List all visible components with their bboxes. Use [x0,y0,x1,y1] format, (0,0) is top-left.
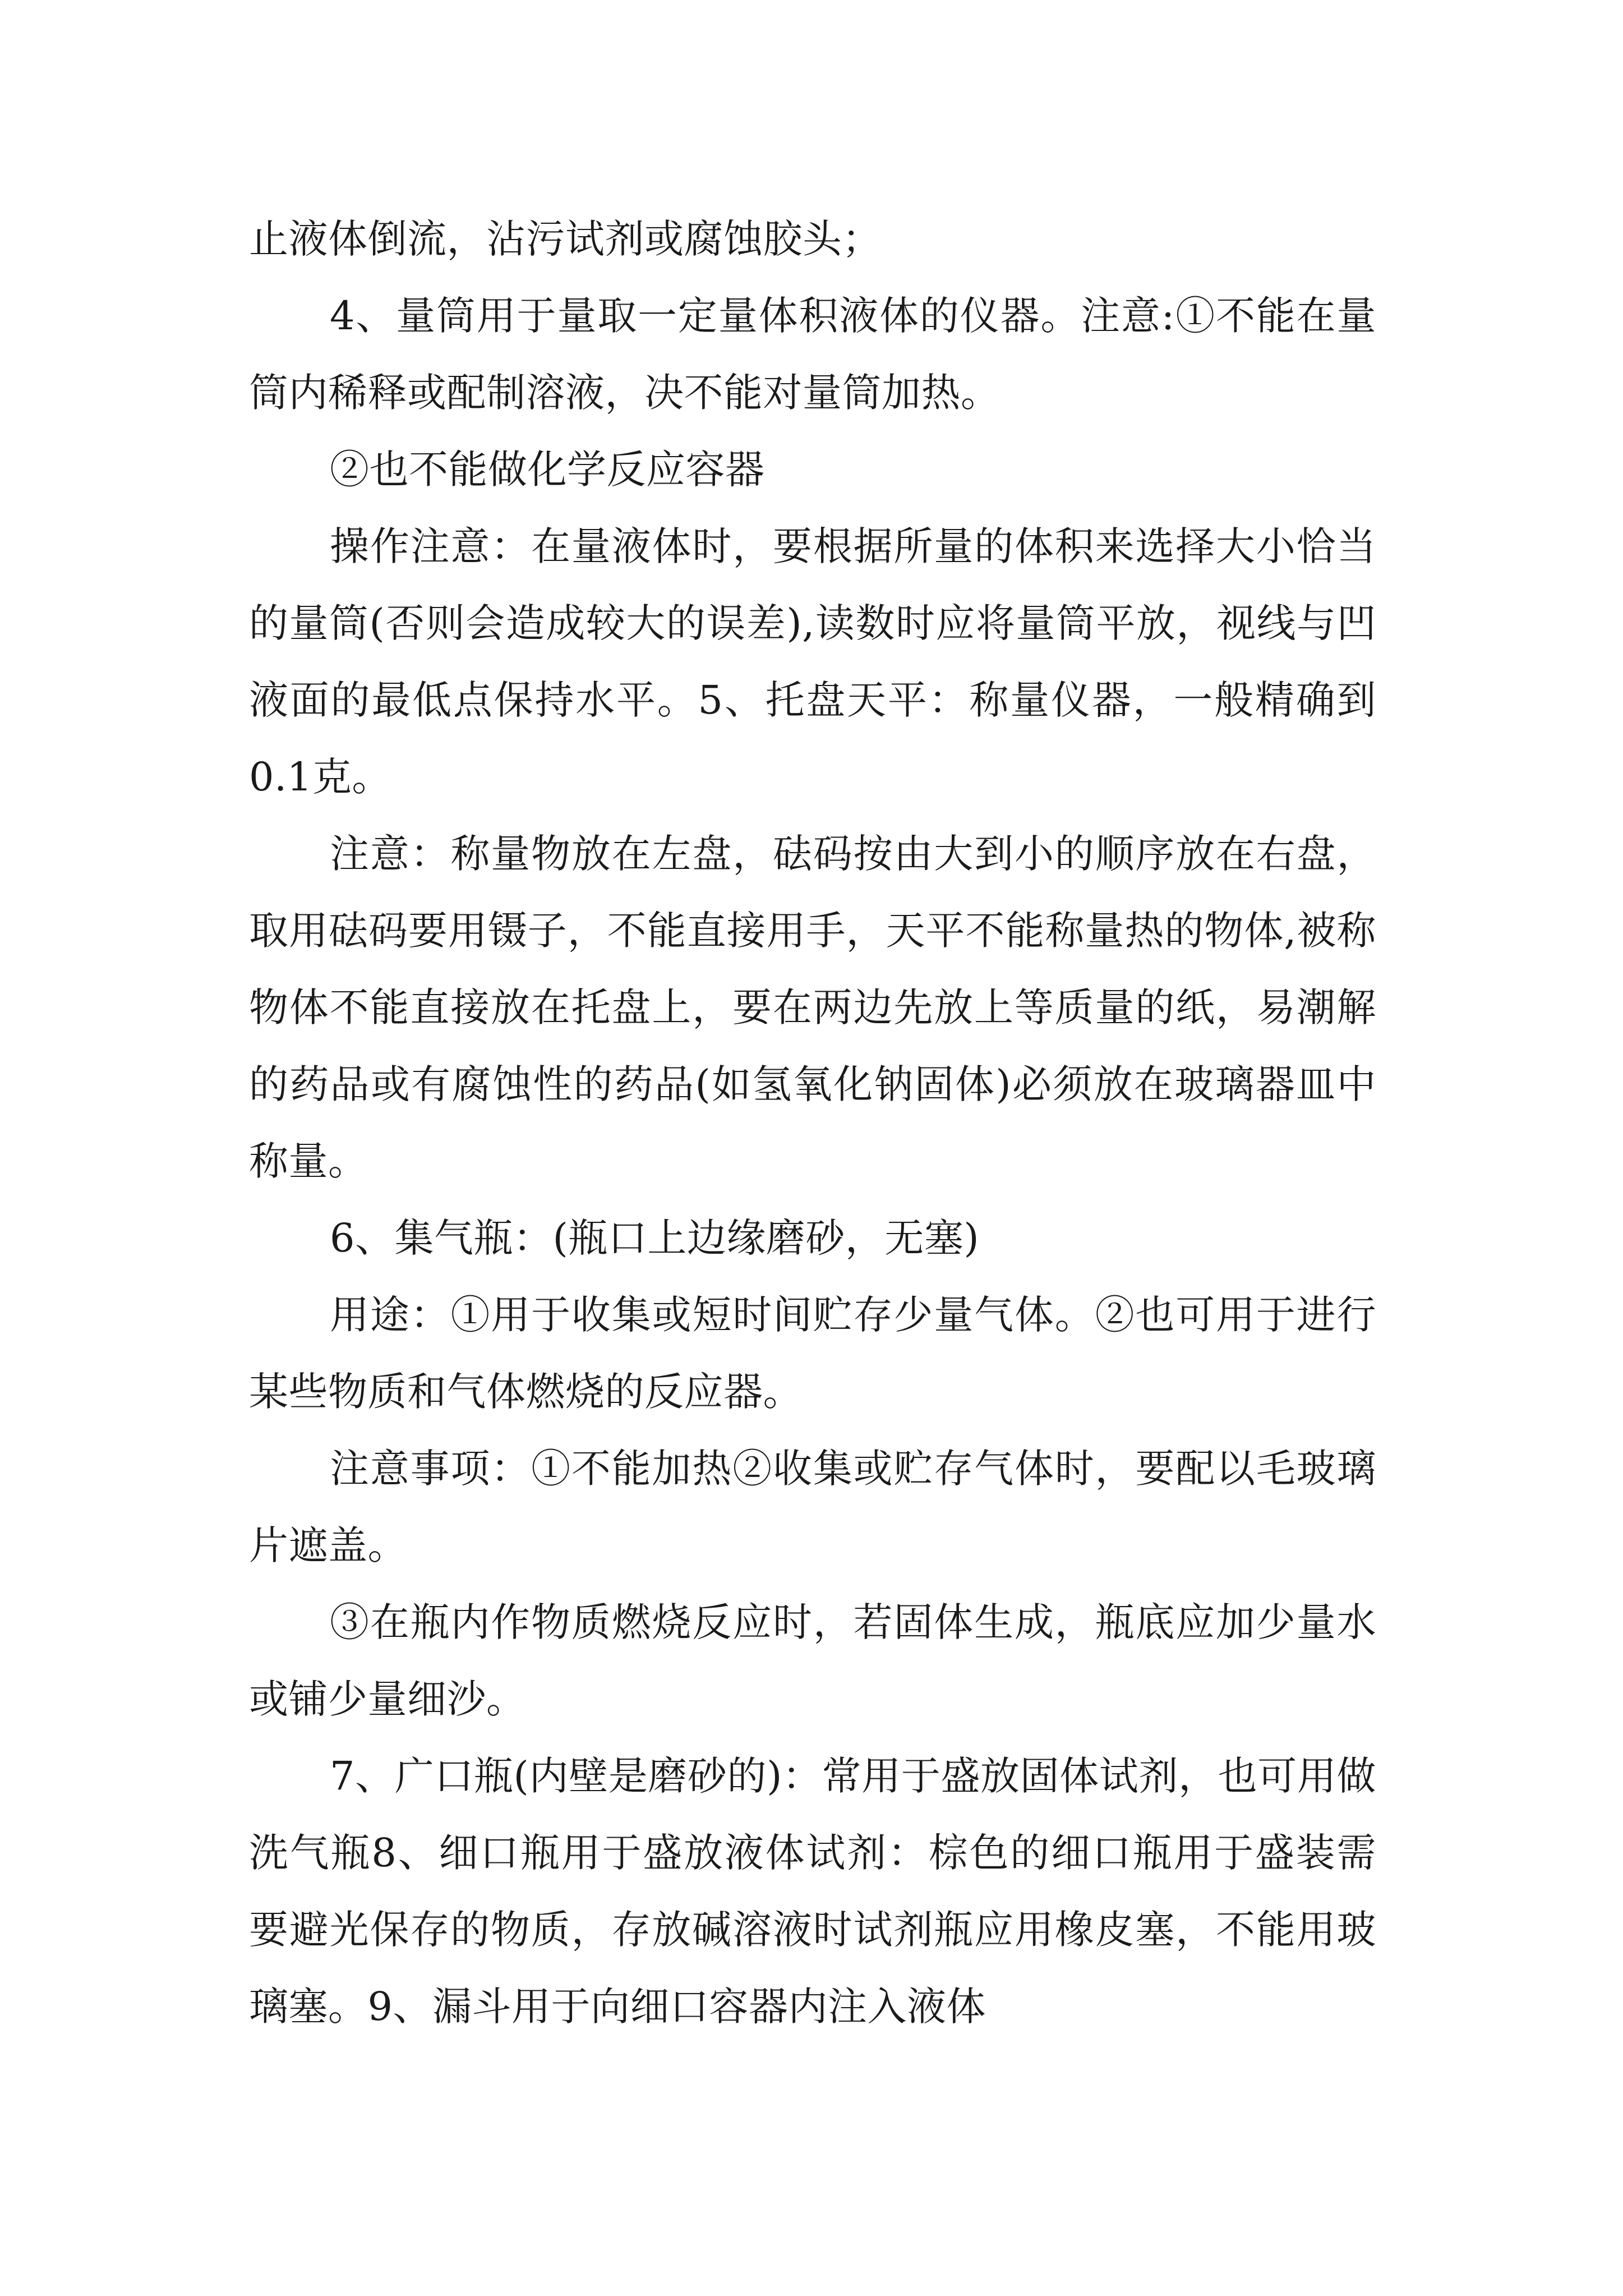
paragraph-cylinder-note-2: ②也不能做化学反应容器 [330,447,765,493]
body-text [249,201,1376,2045]
paragraph-continuation: 止液体倒流，沾污试剂或腐蚀胶头； [249,216,882,262]
paragraph-gas-jar-combustion: ③在瓶内作物质燃烧反应时，若固体生成，瓶底应加少量水或铺少量细沙。 [249,1599,1376,1722]
paragraph-bottles-funnel: 7、广口瓶(内壁是磨砂的)：常用于盛放固体试剂，也可用做洗气瓶8、细口瓶用于盛放液体试剂：棕色的细口瓶用于盛装需要避光保存的物质，存放碱溶液时试剂瓶应用橡皮塞，不能用玻璃塞。9、漏斗用于向细口容器内注入液体 [249,1753,1376,2030]
paragraph-gas-jar: 6、集气瓶：(瓶口上边缘磨砂，无塞) [330,1215,980,1261]
paragraph-measuring-cylinder: 4、量筒用于量取一定量体积液体的仪器。注意:①不能在量筒内稀释或配制溶液，决不能对量筒加热。 [249,293,1376,416]
paragraph-balance-notes: 注意：称量物放在左盘，砝码按由大到小的顺序放在右盘，取用砝码要用镊子，不能直接用手，天平不能称量热的物体,被称物体不能直接放在托盘上，要在两边先放上等质量的纸，易潮解的药品或有腐蚀性的药品(如氢氧化钠固体)必须放在玻璃器皿中称量。 [249,831,1376,1184]
paragraph-gas-jar-uses: 用途：①用于收集或短时间贮存少量气体。②也可用于进行某些物质和气体燃烧的反应器。 [249,1292,1376,1415]
paragraph-gas-jar-precautions: 注意事项：①不能加热②收集或贮存气体时，要配以毛玻璃片遮盖。 [249,1446,1376,1568]
paragraph-operation-notes: 操作注意：在量液体时，要根据所量的体积来选择大小恰当的量筒(否则会造成较大的误差),读数时应将量筒平放，视线与凹液面的最低点保持水平。5、托盘天平：称量仪器，一般精确到0.1克。 [249,523,1376,800]
